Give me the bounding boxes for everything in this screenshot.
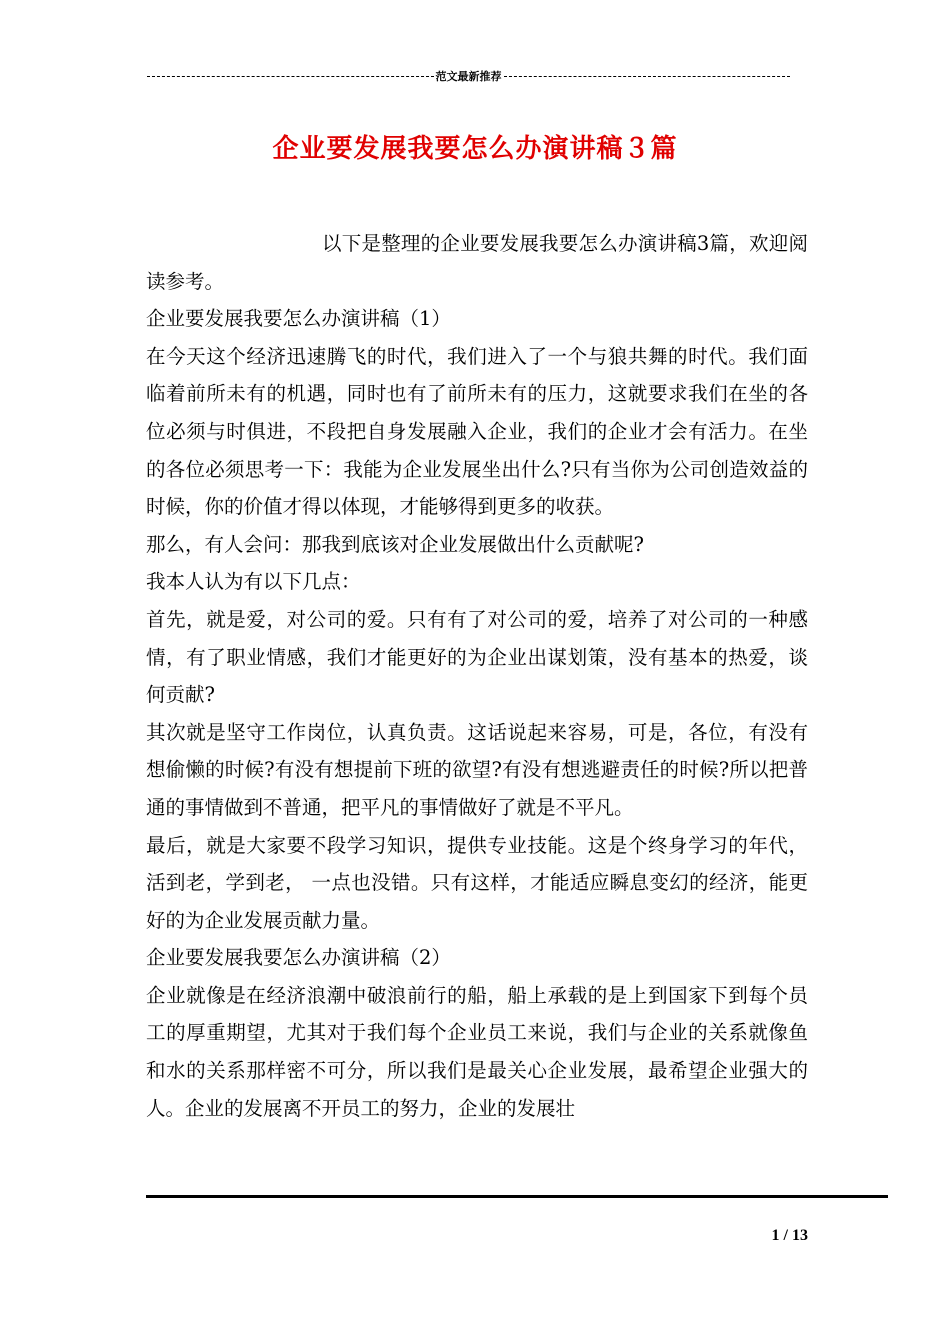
header-dash-right [504,76,791,77]
section-heading-2: 企业要发展我要怎么办演讲稿（2） [146,946,451,970]
paragraph: 首先，就是爱，对公司的爱。只有有了对公司的爱，培养了对公司的一种感情，有了职业情感，我们才能更好的为企业出谋划策，没有基本的热爱，谈何贡献? [146,607,808,707]
page-header [147,68,790,84]
intro-paragraph: 以下是整理的企业要发展我要怎么办演讲稿3篇，欢迎阅读参考。 [146,232,808,293]
document-body [146,225,808,1127]
paragraph: 最后，就是大家要不段学习知识，提供专业技能。这是个终身学习的年代，活到老，学到老， 一点也没错。只有这样，才能适应瞬息变幻的经济，能更好的为企业发展贡献力量。 [146,833,808,932]
paragraph: 那么，有人会问：那我到底该对企业发展做出什么贡献呢? [146,532,644,556]
paragraph: 其次就是坚守工作岗位，认真负责。这话说起来容易，可是，各位，有没有想偷懒的时候?有没有想提前下班的欲望?有没有想逃避责任的时候?所以把普通的事情做到不普通，把平凡的事情做好了就是不平凡。 [146,720,808,819]
page-number: 1 / 13 [771,1227,808,1244]
paragraph: 在今天这个经济迅速腾飞的时代，我们进入了一个与狼共舞的时代。我们面临着前所未有的机遇，同时也有了前所未有的压力，这就要求我们在坐的各位必须与时俱进，不段把自身发展融入企业，我们的企业才会有活力。在坐的各位必须思考一下：我能为企业发展坐出什么?只有当你为公司创造效益的时候，你的价值才得以体现，才能够得到更多的收获。 [146,344,808,519]
document-title: 企业要发展我要怎么办演讲稿３篇 [272,134,678,164]
paragraph: 我本人认为有以下几点： [146,570,361,594]
header-label: 范文最新推荐 [435,70,502,83]
paragraph: 企业就像是在经济浪潮中破浪前行的船，船上承载的是上到国家下到每个员工的厚重期望，尤其对于我们每个企业员工来说，我们与企业的关系就像鱼和水的关系那样密不可分，所以我们是最关心企业发展，最希望企业强大的人。企业的发展离不开员工的努力，企业的发展壮 [146,983,808,1120]
footer-rule [146,1195,888,1198]
section-heading-1: 企业要发展我要怎么办演讲稿（1） [146,307,451,331]
header-dash-left [147,76,434,77]
